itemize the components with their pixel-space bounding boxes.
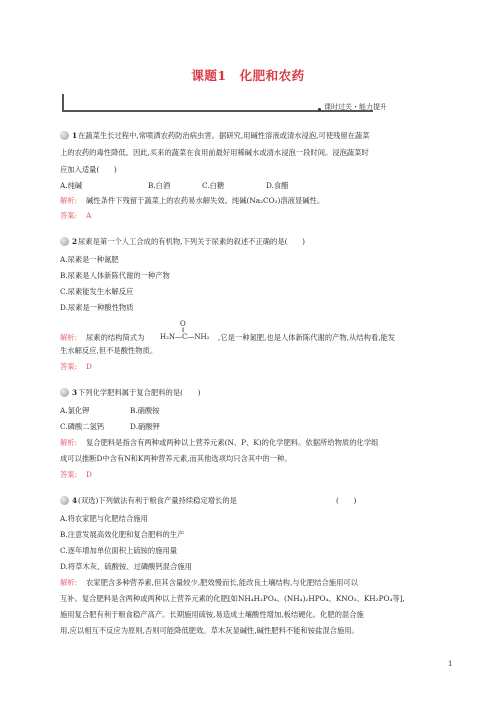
answer-value: D <box>86 362 92 371</box>
analysis-label: 解析: <box>60 578 78 587</box>
question-number: 3 <box>72 388 78 397</box>
option-c: C.磷酸二氢钙 <box>60 422 105 431</box>
option-a: A.纯碱 <box>60 181 83 190</box>
answer-value: D <box>86 470 92 479</box>
analysis-text: 互补。复合肥料是含两种或两种以上营养元素的化肥[如NH₄H₂PO₄、(NH₄)₂HPO₄、KNO₃、KH₂PO₄等], <box>60 594 405 603</box>
option-b: B.尿素是人体新陈代谢的一种产物 <box>60 271 170 280</box>
question-number: 4 <box>72 496 78 505</box>
formula-double-bond: ‖ <box>182 327 185 333</box>
answer-label: 答案: <box>60 470 78 479</box>
option-d: D.食醋 <box>266 181 289 190</box>
option-b: B.白酒 <box>148 181 171 190</box>
option-d: D.将草木灰、硫酸铵、过磷酸钙混合施用 <box>60 562 192 571</box>
question-number: 2 <box>72 237 78 246</box>
option-b: B.硝酸铵 <box>130 406 160 415</box>
analysis-text: 农家肥含多种营养素,但其含量较少,肥效慢而长,能改良土壤结构,与化肥结合施用可以 <box>86 578 358 587</box>
section-bullet <box>318 108 321 111</box>
section-label: 课时过关・能力提升 <box>324 103 387 111</box>
answer-label: 答案: <box>60 362 78 371</box>
analysis-label: 解析: <box>60 333 78 342</box>
analysis-text: 复合肥料是指含有两种或两种以上营养元素(N、P、K)的化学肥料。依据所给物质的化学组 <box>86 438 379 447</box>
urea-formula: H₂N—C—NH₂ <box>160 333 210 341</box>
analysis-text: 成可以推断D中含有N和K两种营养元素,而其他选项均只含其中的一种。 <box>60 454 292 463</box>
question-stem: 应加入适量( ) <box>60 165 117 174</box>
question-stem: 尿素是第一个人工合成的有机物,下列关于尿素的叙述不正确的是( ) <box>78 237 305 246</box>
question-stem: 下列化学肥料属于复合肥料的是( ) <box>78 388 201 397</box>
analysis-text: 碱性条件下残留于蔬菜上的农药易水解失效。纯碱(Na₂CO₃)溶液显碱性。 <box>86 196 325 205</box>
question-marker-icon <box>60 131 69 140</box>
option-c: C.尿素能发生水解反应 <box>60 287 134 296</box>
option-a: A.尿素是一种氮肥 <box>60 255 119 264</box>
answer-bracket: ( ) <box>336 496 357 505</box>
question-stem: 上的农药的毒性降低。因此,买来的蔬菜在食用前最好用稀碱水或清水浸泡一段时间。浸泡蔬菜时 <box>60 148 369 157</box>
answer-label: 答案: <box>60 211 78 220</box>
analysis-text: 生水解反应,但不是酸性物质。 <box>60 346 158 355</box>
analysis-text: ,它是一种氮肥,也是人体新陈代谢的产物,从结构看,能发 <box>218 333 396 342</box>
question-number: 1 <box>72 131 78 140</box>
analysis-label: 解析: <box>60 438 78 447</box>
option-a: A.氯化钾 <box>60 406 90 415</box>
option-d: D.硝酸钾 <box>130 422 160 431</box>
question-marker-icon <box>60 388 69 397</box>
option-d: D.尿素是一种酸性物质 <box>60 303 134 312</box>
analysis-text: 用,应以相互不反应为原则,否则可能降低肥效。草木灰显碱性,碱性肥料不能和铵盐混合施用。 <box>60 626 359 635</box>
option-b: B.注意发展高效化肥和复合肥料的生产 <box>60 530 185 539</box>
analysis-text: 尿素的结构简式为 <box>86 333 145 342</box>
analysis-text: 施用复合肥有利于粮食稳产高产。长期施用硫铵,易造成土壤酸性增加,板结硬化。化肥的混合施 <box>60 610 364 619</box>
option-c: C.白糖 <box>202 181 225 190</box>
page-number: 1 <box>448 660 453 668</box>
formula-oxygen: O <box>180 320 186 328</box>
option-a: A.将农家肥与化肥结合施用 <box>60 514 148 523</box>
question-stem: 在蔬菜生长过程中,常喷洒农药防治病虫害。据研究,用碱性溶液或清水浸泡,可使残留在蔬菜 <box>78 131 370 140</box>
question-marker-icon <box>60 496 69 505</box>
answer-value: A <box>86 211 92 220</box>
question-marker-icon <box>60 237 69 246</box>
question-stem: (双选)下列做法有利于粮食产量持续稳定增长的是 <box>78 496 237 505</box>
analysis-label: 解析: <box>60 196 78 205</box>
option-c: C.逐年增加单位面积上硫铵的施用量 <box>60 546 178 555</box>
page-title: 课题1 化肥和农药 <box>191 68 305 83</box>
